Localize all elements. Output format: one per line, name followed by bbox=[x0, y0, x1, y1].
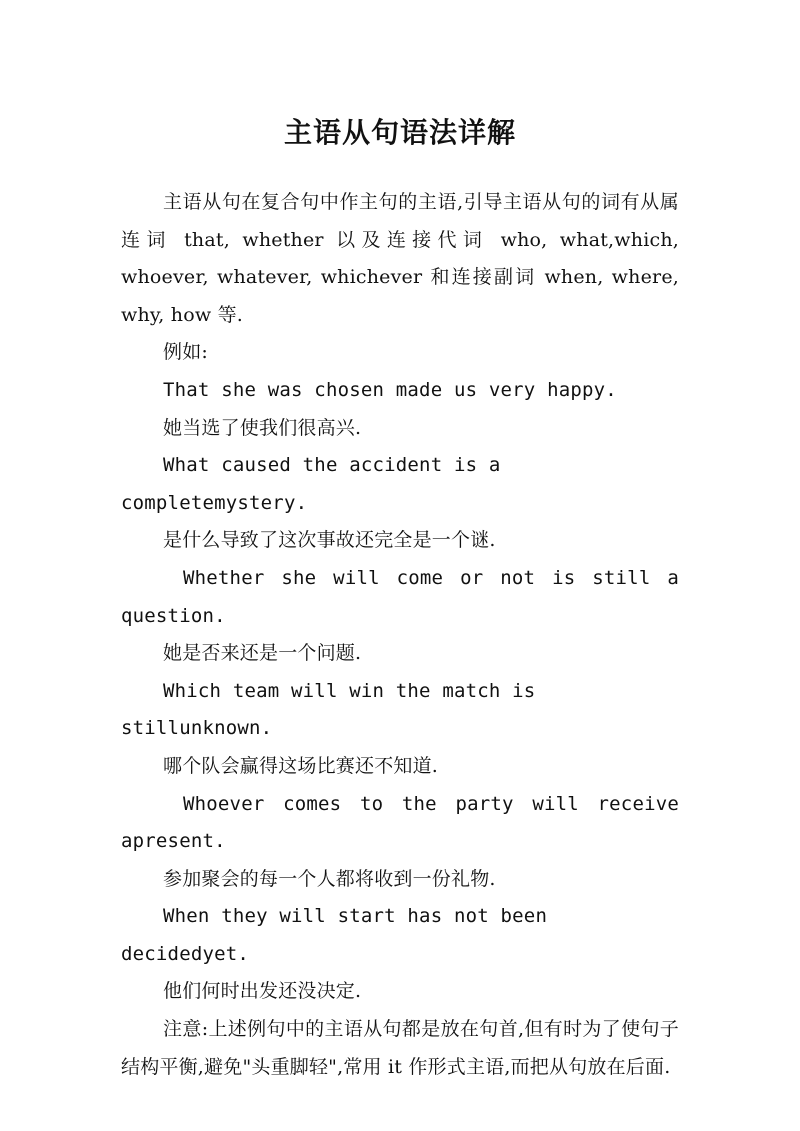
example-4-chinese: 哪个队会赢得这场比赛还不知道. bbox=[163, 754, 439, 777]
example-label: 例如: bbox=[163, 341, 209, 364]
intro-paragraph: 主语从句在复合句中作主句的主语,引导主语从句的词有从属连词 that, whether 以及连接代词 who, what,which, whoever, whatever, whichever 和连接副词 when, where, why, how 等. bbox=[121, 191, 679, 326]
note-paragraph: 注意:上述例句中的主语从句都是放在句首,但有时为了使句子结构平衡,避免"头重脚轻",常用 it 作形式主语,而把从句放在后面. bbox=[121, 1018, 679, 1078]
example-4-english: Which team will win the match is stillunknown. bbox=[121, 679, 536, 740]
example-1-chinese: 她当选了使我们很高兴. bbox=[163, 416, 362, 439]
example-5-chinese: 参加聚会的每一个人都将收到一份礼物. bbox=[163, 867, 496, 890]
example-6-chinese: 他们何时出发还没决定. bbox=[163, 980, 362, 1003]
example-3-chinese: 她是否来还是一个问题. bbox=[163, 642, 362, 665]
example-2-chinese: 是什么导致了这次事故还完全是一个谜. bbox=[163, 529, 496, 552]
example-1-english: That she was chosen made us very happy. bbox=[163, 378, 617, 401]
example-5-english-line-2: apresent. bbox=[121, 830, 226, 853]
example-6-english: When they will start has not been decidedyet. bbox=[121, 905, 548, 965]
example-3-english-line-2: question. bbox=[121, 604, 226, 627]
example-3-english-line-1: Whether she will come or not is still a bbox=[183, 566, 679, 589]
document-body bbox=[121, 184, 679, 1086]
example-2-english: What caused the accident is a completemystery. bbox=[121, 454, 501, 514]
example-5-english-line-1: Whoever comes to the party will receive bbox=[183, 792, 679, 815]
document-title: 主语从句语法详解 bbox=[283, 115, 516, 149]
